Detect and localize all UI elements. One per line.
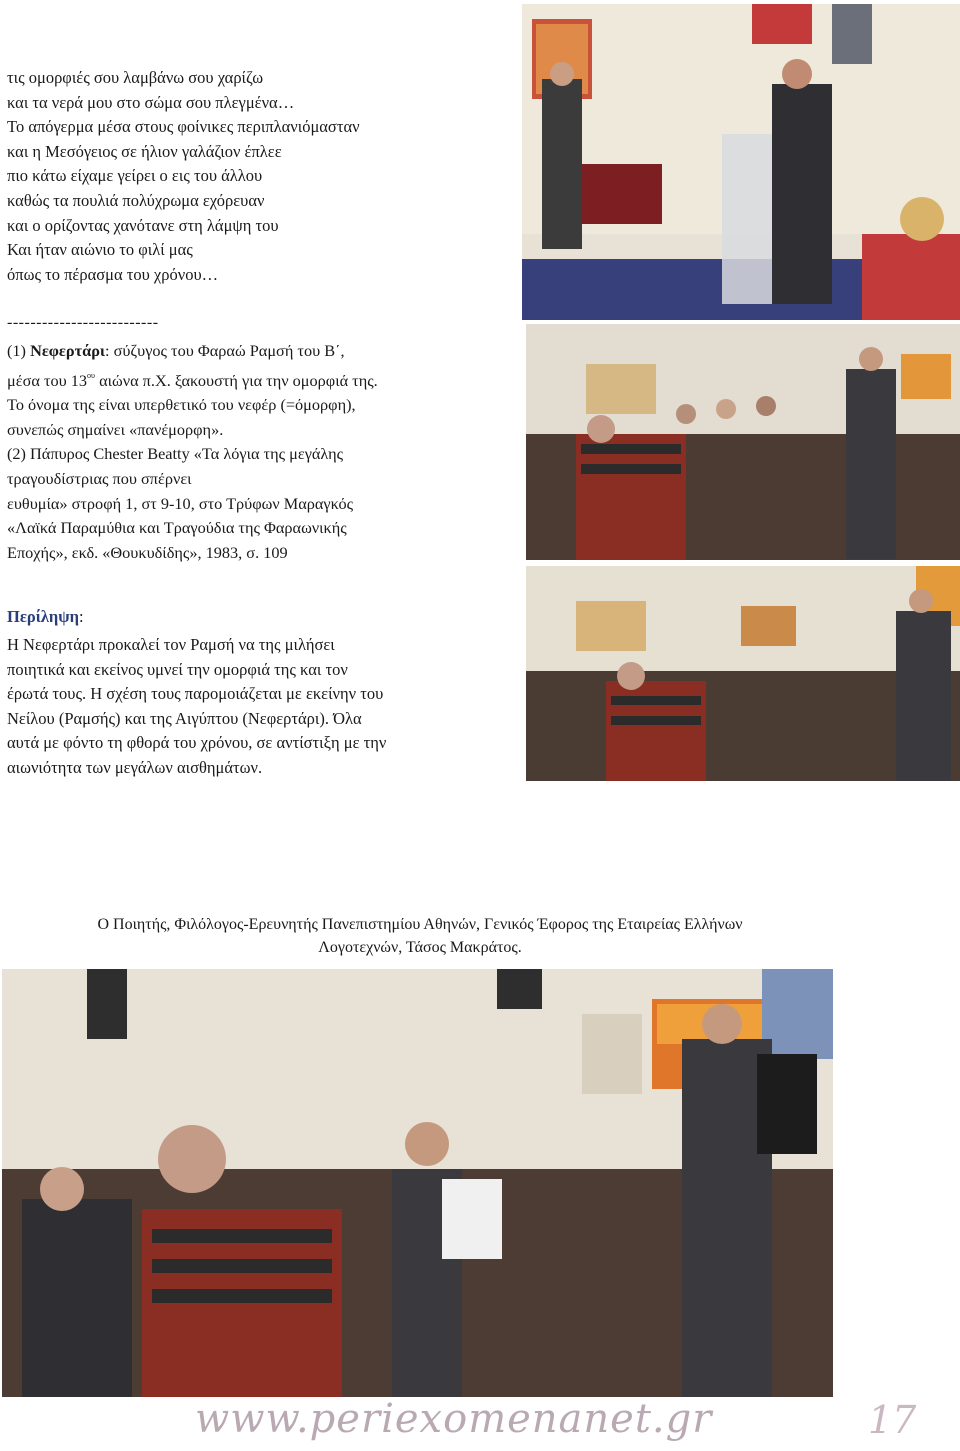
poem-line: Και ήταν αιώνιο το φιλί μας [7,240,193,260]
footnotes [7,339,519,565]
caption-line: Ο Ποιητής, Φιλόλογος-Ερευνητής Πανεπιστημίου Αθηνών, Γενικός Έφορος της Εταιρείας Ελλήνων [97,916,743,933]
poem-line: και ο ορίζοντας χανότανε στη λάμψη του [7,215,279,235]
footnote-1-text: μέσα του 13 [7,370,88,390]
footnote-2-line: Εποχής», εκδ. «Θουκυδίδης», 1983, σ. 109 [7,542,288,562]
photo-audience-1 [526,324,960,560]
footnote-1-line-1 [7,339,519,364]
poem-line: πιο κάτω είχαμε γείρει ο εις του άλλου [7,166,263,186]
caption-line: Λογοτεχνών, Τάσος Μακράτος. [318,939,522,956]
footnote-2-line: «Λαϊκά Παραμύθια και Τραγούδια της Φαραωνικής [7,518,347,538]
footnote-2-line: (2) Πάπυρος Chester Beatty «Τα λόγια της μεγάλης [7,444,344,464]
photo-caption [0,913,840,959]
page-number: 17 [868,1398,917,1442]
poem-line: καθώς τα πουλιά πολύχρωμα εχόρευαν [7,190,265,210]
footnote-1-line-2 [7,364,519,394]
summary-line: έρωτά τους. Η σχέση τους παρομοιάζεται με εκείνην του [7,684,384,704]
summary-line: Νείλου (Ραμσής) και της Αιγύπτου (Νεφερτάρι). Όλα [7,708,362,728]
footnote-1-line-3: Το όνομα της είναι υπερθετικό του νεφέρ (=όμορφη), [7,395,356,415]
poem-line: Το απόγερμα μέσα στους φοίνικες περιπλανιόμασταν [7,117,360,137]
summary-line: αυτά με φόντο τη φθορά του χρόνου, σε αντίστιξη με την [7,733,387,753]
footnote-1-prefix: (1) [7,341,31,360]
poem-line: τις ομορφιές σου λαμβάνω σου χαρίζω [7,68,264,87]
poem-excerpt [7,66,507,287]
ordinal-superscript: ου [87,370,96,380]
summary-heading [7,607,84,627]
photo-audience-large [2,969,833,1397]
footer-website-url: www.periexomenanet.gr [195,1396,713,1442]
notes-divider: -------------------------- [7,314,159,331]
summary-line: αιωνιότητα των μεγάλων αισθημάτων. [7,757,263,777]
footnote-1-term: Νεφερτάρι [30,341,105,360]
poem-line: και η Μεσόγειος σε ήλιον γαλάζιον έπλεε [7,141,282,161]
summary-line: Η Νεφερτάρι προκαλεί τον Ραμσή να της μιλήσει [7,635,335,654]
footnote-1-line-4: συνεπώς σημαίνει «πανέμορφη». [7,419,224,439]
summary-line: ποιητικά και εκείνος υμνεί την ομορφιά της και τον [7,659,348,679]
summary-heading-text: Περίληψη [7,607,80,626]
summary-heading-colon: : [79,607,84,626]
poem-line: και τα νερά μου στο σώμα σου πλεγμένα… [7,92,295,112]
footnote-1-text: αιώνα π.Χ. ξακουστή για την ομορφιά της. [95,370,378,390]
footnote-2-line: τραγουδίστριας που σπέρνει [7,468,192,488]
footnote-2-line: ευθυμία» στροφή 1, στ 9-10, στο Τρύφων Μαραγκός [7,493,354,513]
summary-text [7,633,519,781]
footnote-1-text: : σύζυγος του Φαραώ Ραμσή του Β΄, [104,341,345,360]
photo-audience-2 [526,566,960,781]
photo-speaker-podium [522,4,960,320]
poem-line: όπως το πέρασμα του χρόνου… [7,264,219,284]
